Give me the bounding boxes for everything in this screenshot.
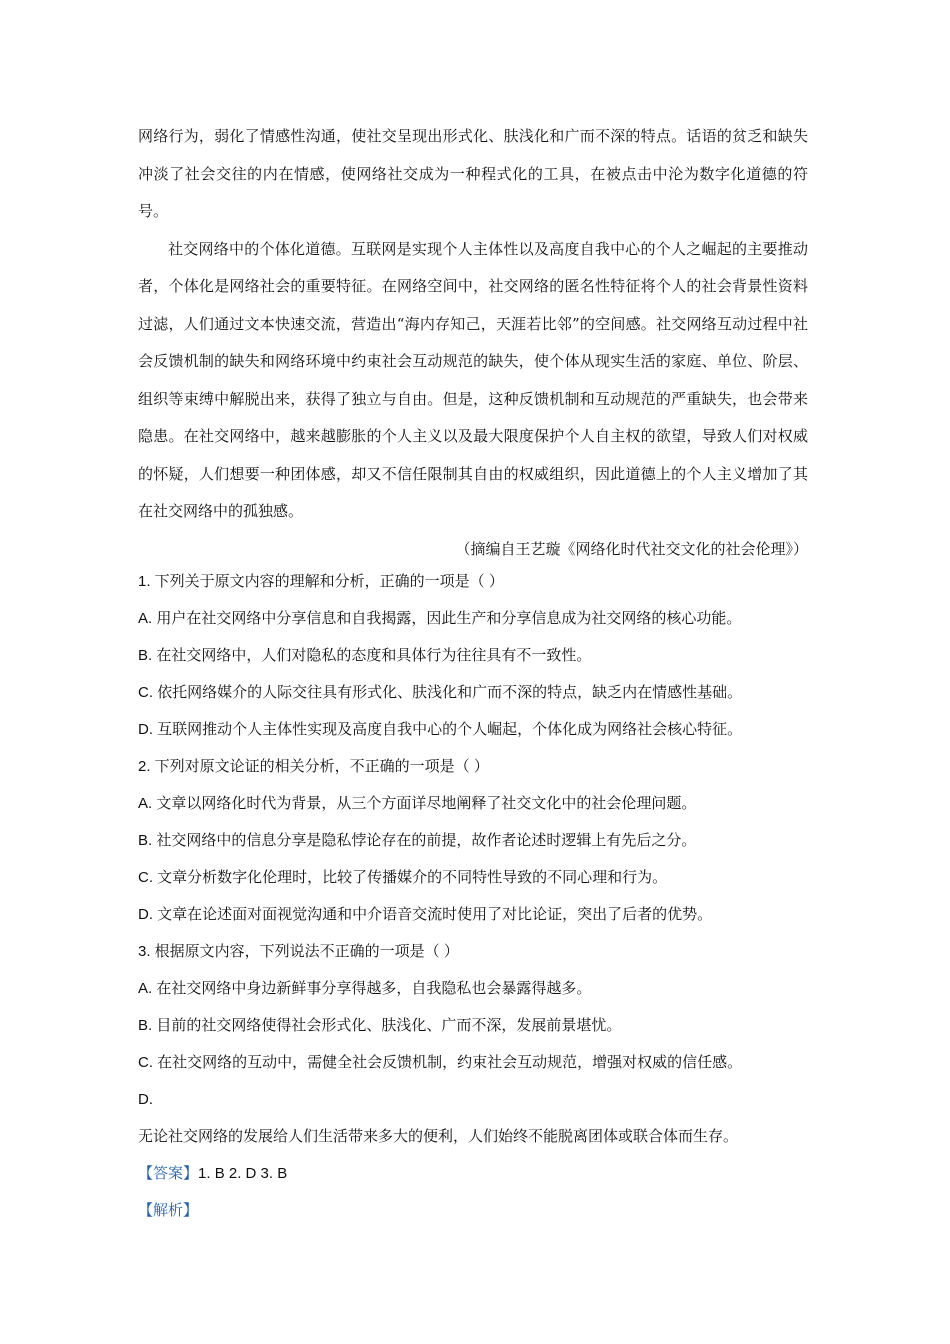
question-2-stem: 2. 下列对原文论证的相关分析，不正确的一项是（ ）	[138, 758, 489, 775]
question-section	[138, 563, 808, 1229]
analysis-line	[138, 1192, 808, 1229]
question-3-option-d-text: 无论社交网络的发展给人们生活带来多大的便利，人们始终不能脱离团体或联合体而生存。	[138, 1128, 739, 1145]
question-1-option-a: A. 用户在社交网络中分享信息和自我揭露，因此生产和分享信息成为社交网络的核心功能。	[138, 610, 742, 627]
question-1-option-c: C. 依托网络媒介的人际交往具有形式化、肤浅化和广而不深的特点，缺乏内在情感性基础。	[138, 684, 743, 701]
analysis-tag: 【解析】	[138, 1202, 199, 1219]
question-3-option-d: D.	[138, 1091, 153, 1108]
question-1-stem: 1. 下列关于原文内容的理解和分析，正确的一项是（ ）	[138, 573, 504, 590]
question-3-option-c: C. 在社交网络的互动中，需健全社会反馈机制，约束社会互动规范，增强对权威的信任感。	[138, 1054, 743, 1071]
answer-line	[138, 1155, 808, 1192]
question-3-option-b: B. 目前的社交网络使得社会形式化、肤浅化、广而不深，发展前景堪忧。	[138, 1017, 622, 1034]
question-2-option-a: A. 文章以网络化时代为背景，从三个方面详尽地阐释了社交文化中的社会伦理问题。	[138, 795, 697, 812]
question-3-stem: 3. 根据原文内容，下列说法不正确的一项是（ ）	[138, 943, 459, 960]
reading-passage	[138, 118, 808, 568]
question-2-option-d: D. 文章在论述面对面视觉沟通和中介语音交流时使用了对比论证，突出了后者的优势。	[138, 906, 713, 923]
question-1-option-d: D. 互联网推动个人主体性实现及高度自我中心的个人崛起，个体化成为网络社会核心特征。	[138, 721, 743, 738]
passage-paragraph-1: 网络行为，弱化了情感性沟通，使社交呈现出形式化、肤浅化和广而不深的特点。话语的贫乏和缺失冲淡了社会交往的内在情感，使网络社交成为一种程式化的工具，在被点击中沦为数字化道德的符号。	[138, 127, 808, 220]
question-1-option-b: B. 在社交网络中，人们对隐私的态度和具体行为往往具有不一致性。	[138, 647, 592, 664]
passage-source: （摘编自王艺璇《网络化时代社交文化的社会伦理》）	[455, 539, 808, 558]
answer-tag: 【答案】	[138, 1165, 199, 1182]
question-2-option-c: C. 文章分析数字化伦理时，比较了传播媒介的不同特性导致的不同心理和行为。	[138, 869, 668, 886]
passage-paragraph-2: 社交网络中的个体化道德。互联网是实现个人主体性以及高度自我中心的个人之崛起的主要推动者，个体化是网络社会的重要特征。在网络空间中，社交网络的匿名性特征将个人的社会背景性资料过滤，人们通过文本快速交流，营造出“海内存知己，天涯若比邻”的空间感。社交网络互动过程中社会反馈机制的缺失和网络环境中约束社会互动规范的缺失，使个体从现实生活的家庭、单位、阶层、组织等束缚中解脱出来，获得了独立与自由。但是，这种反馈机制和互动规范的严重缺失，也会带来隐患。在社交网络中，越来越膨胀的个人主义以及最大限度保护个人自主权的欲望，导致人们对权威的怀疑，人们想要一种团体感，却又不信任限制其自由的权威组织，因此道德上的个人主义增加了其在社交网络中的孤独感。	[138, 239, 808, 520]
question-2-option-b: B. 社交网络中的信息分享是隐私悖论存在的前提，故作者论述时逻辑上有先后之分。	[138, 832, 697, 849]
answer-text: 1. B 2. D 3. B	[198, 1165, 288, 1182]
question-3-option-a: A. 在社交网络中身边新鲜事分享得越多，自我隐私也会暴露得越多。	[138, 980, 592, 997]
